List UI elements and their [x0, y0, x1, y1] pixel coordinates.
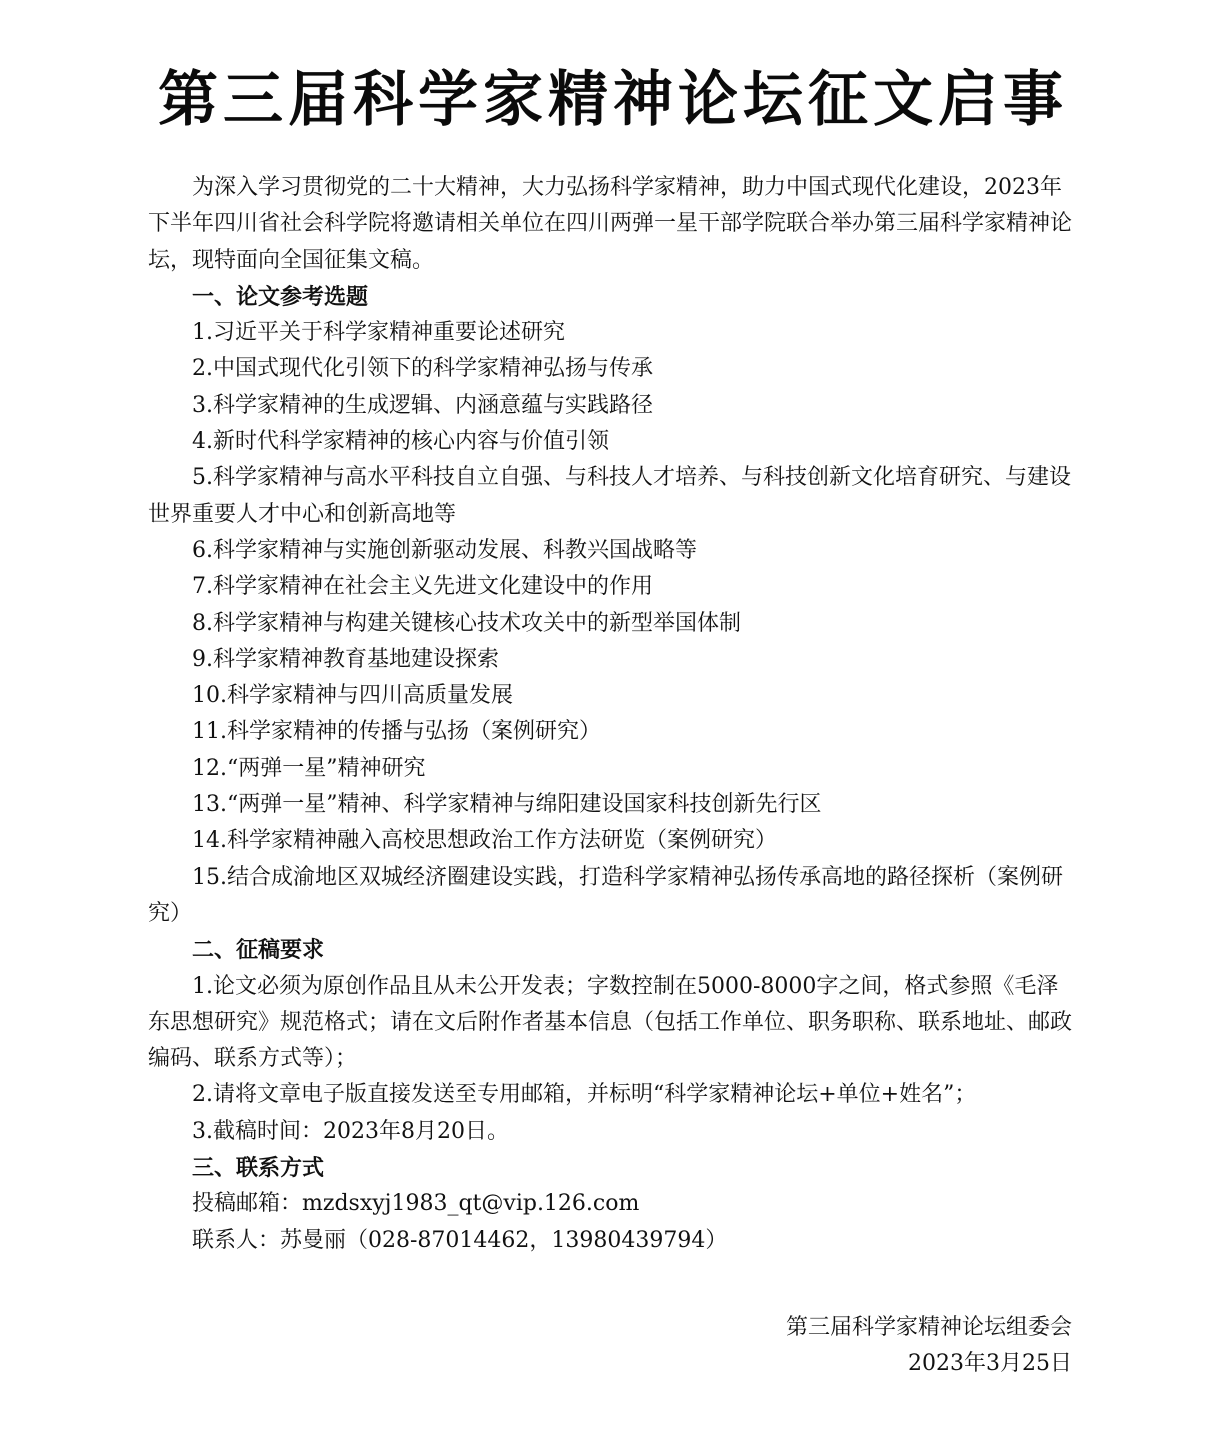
- topic-item: 5.科学家精神与高水平科技自立自强、与科技人才培养、与科技创新文化培育研究、与建设世界重要人才中心和创新高地等: [148, 465, 1071, 527]
- document-title: 第三届科学家精神论坛征文启事: [158, 65, 1068, 135]
- section-heading-topics: 一、论文参考选题: [192, 283, 369, 310]
- topic-item: 3.科学家精神的生成逻辑、内涵意蕴与实践路径: [192, 392, 653, 418]
- topic-item: 11.科学家精神的传播与弘扬（案例研究）: [192, 719, 601, 745]
- topic-item: 2.中国式现代化引领下的科学家精神弘扬与传承: [192, 356, 653, 382]
- topic-item: 8.科学家精神与构建关键核心技术攻关中的新型举国体制: [192, 610, 741, 636]
- topic-item: 10.科学家精神与四川高质量发展: [192, 683, 513, 709]
- section-heading-requirements: 二、征稿要求: [192, 937, 325, 964]
- topic-item: 12.“两弹一星”精神研究: [192, 755, 426, 781]
- contact-email: 投稿邮箱：mzdsxyj1983_qt@vip.126.com: [192, 1191, 640, 1217]
- contact-person: 联系人：苏曼丽（028-87014462，13980439794）: [192, 1227, 728, 1253]
- topic-item: 4.新时代科学家精神的核心内容与价值引领: [192, 429, 609, 455]
- requirement-item: 1.论文必须为原创作品且从未公开发表；字数控制在5000-8000字之间，格式参照《毛泽东思想研究》规范格式；请在文后附作者基本信息（包括工作单位、职务职称、联系地址、邮政编码、联系方式等）；: [148, 973, 1073, 1072]
- topic-item: 13.“两弹一星”精神、科学家精神与绵阳建设国家科技创新先行区: [192, 792, 822, 818]
- requirement-item: 3.截稿时间：2023年8月20日。: [192, 1118, 509, 1144]
- signature-date: 2023年3月25日: [908, 1351, 1072, 1376]
- signature-block: [786, 1310, 1072, 1382]
- section-heading-contact: 三、联系方式: [192, 1155, 325, 1182]
- topic-item: 9.科学家精神教育基地建设探索: [192, 646, 499, 672]
- topic-item: 6.科学家精神与实施创新驱动发展、科教兴国战略等: [192, 537, 697, 563]
- intro-paragraph: 为深入学习贯彻党的二十大精神，大力弘扬科学家精神，助力中国式现代化建设，2023年下半年四川省社会科学院将邀请相关单位在四川两弹一星干部学院联合举办第三届科学家精神论坛，现特面向全国征集文稿。: [148, 175, 1073, 273]
- topic-item: 15.结合成渝地区双城经济圈建设实践，打造科学家精神弘扬传承高地的路径探析（案例研究）: [148, 864, 1063, 926]
- topic-item: 7.科学家精神在社会主义先进文化建设中的作用: [192, 574, 653, 600]
- topic-item: 14.科学家精神融入高校思想政治工作方法研览（案例研究）: [192, 828, 777, 854]
- document-body: [148, 170, 1078, 1259]
- topic-item: 1.习近平关于科学家精神重要论述研究: [192, 320, 565, 346]
- signature-org: 第三届科学家精神论坛组委会: [785, 1315, 1072, 1340]
- requirement-item: 2.请将文章电子版直接发送至专用邮箱，并标明“科学家精神论坛+单位+姓名”；: [192, 1082, 977, 1108]
